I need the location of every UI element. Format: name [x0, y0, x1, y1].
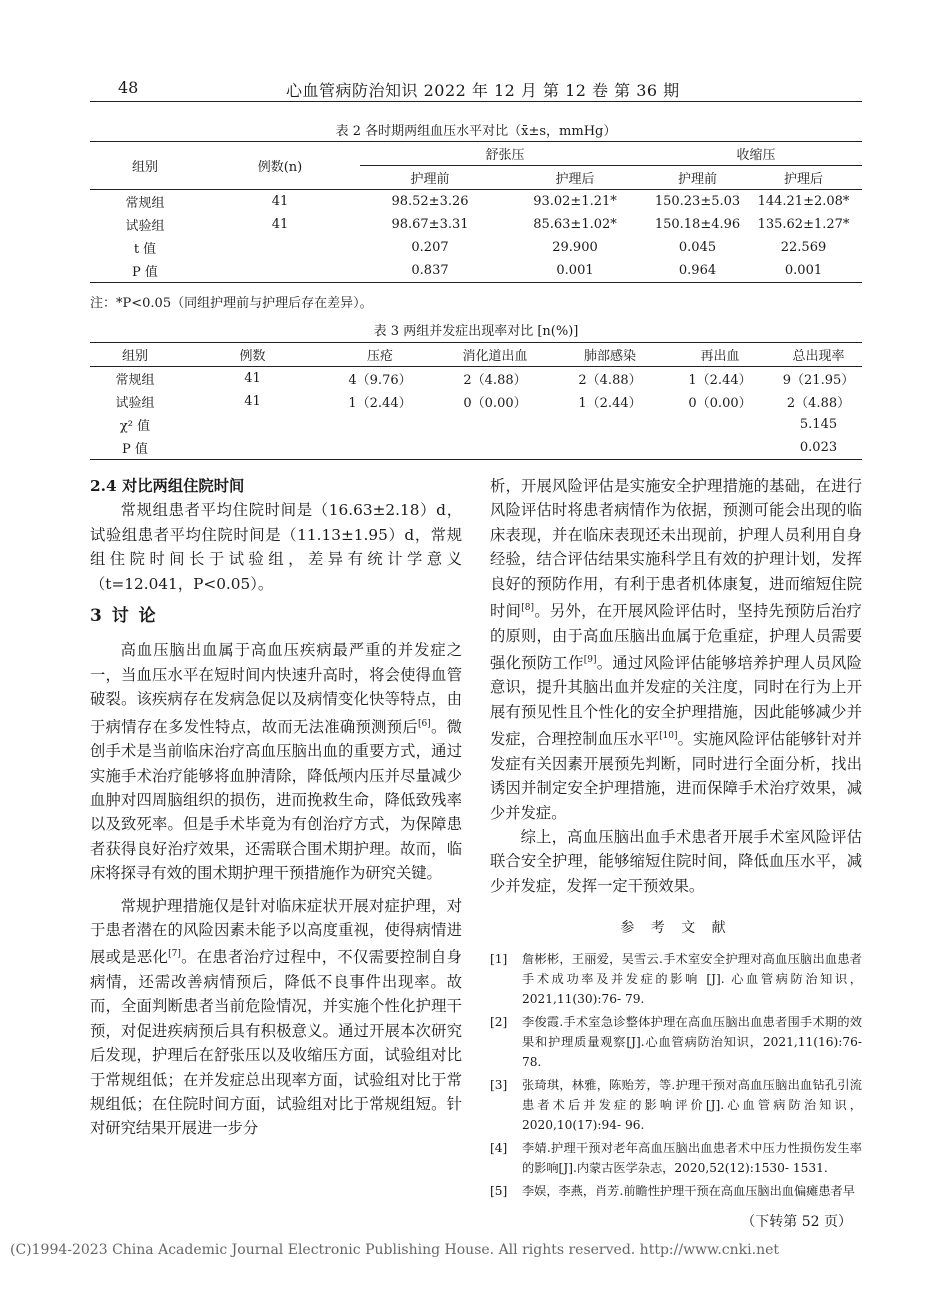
- table-cell: 试验组: [115, 396, 155, 411]
- table-cell: 41: [244, 394, 261, 409]
- table-cell: 22.569: [780, 240, 827, 255]
- table-cell: 0.045: [678, 240, 717, 255]
- reference-text: 李娱，李燕，肖芳.前瞻性护理干预在高血压脑出血偏瘫患者早: [522, 1183, 855, 1198]
- table-cell: 150.23±5.03: [654, 194, 741, 209]
- table-cell: 1（2.44）: [578, 396, 642, 411]
- right-column: [490, 474, 862, 1204]
- reference-item: [490, 1012, 862, 1072]
- table-row: [90, 413, 862, 436]
- table-cell: 9（21.95）: [782, 373, 855, 388]
- table-cell: 常规组: [115, 373, 155, 388]
- table2-header-before: 护理前: [410, 172, 450, 187]
- table-cell: [325, 436, 435, 460]
- table-row: [90, 390, 862, 413]
- table3-caption: 表 3 两组并发症出现率对比 [n(%)]: [373, 324, 579, 339]
- table-cell: 98.52±3.26: [391, 194, 469, 209]
- table-cell: [200, 236, 360, 259]
- table-cell: 0.001: [784, 263, 823, 278]
- table2-header-systolic: 收缩压: [650, 142, 862, 166]
- table-cell: 2（4.88）: [578, 373, 642, 388]
- references-title: 参 考 文 献: [620, 920, 732, 937]
- table-cell: 41: [271, 194, 289, 209]
- table2-header-after: 护理后: [555, 172, 595, 187]
- paragraph: [490, 474, 862, 825]
- table-cell: P 值: [122, 442, 148, 457]
- reference-text: 李婧.护理干预对老年高血压脑出血患者术中压力性损伤发生率的影响[J].内蒙古医学杂志，2020,52(12):1530- 1531.: [522, 1140, 862, 1175]
- table3-header: 组别: [121, 349, 148, 364]
- table-cell: 0（0.00）: [463, 396, 527, 411]
- copyright-footer: (C)1994-2023 China Academic Journal Electronic Publishing House. All rights reserved. http://www.cnki.net: [10, 1242, 780, 1258]
- table-row: [90, 436, 862, 460]
- table-cell: 150.18±4.96: [654, 217, 741, 232]
- table-cell: 41: [271, 217, 289, 232]
- table2-header-after: 护理后: [783, 172, 823, 187]
- table-cell: 2（4.88）: [786, 396, 851, 411]
- table2-header-group: 组别: [131, 160, 158, 175]
- table-cell: [435, 436, 555, 460]
- table3-header: 再出血: [700, 349, 740, 364]
- table3-header: 压疮: [366, 349, 393, 364]
- table-cell: [200, 259, 360, 283]
- paragraph: 综上，高血压脑出血手术患者开展手术室风险评估联合安全护理，能够缩短住院时间，降低血压水平，减少并发症，发挥一定干预效果。: [490, 827, 862, 895]
- table-row: [90, 343, 862, 367]
- paragraph: 常规组患者平均住院时间是（16.63±2.18）d，试验组患者平均住院时间是（11.13±1.95）d，常规组住院时间长于试验组，差异有统计学意义（t=12.041，P<0.05）。: [90, 501, 462, 593]
- table-cell: 135.62±1.27*: [757, 217, 850, 232]
- table-cell: P 值: [132, 265, 158, 280]
- table-cell: [665, 436, 775, 460]
- paragraph-text: 。微创手术是当前临床治疗高血压脑出血的重要方式，通过实施手术治疗能够将血肿清除，降低颅内压并尽量减少血肿对四周脑组织的损伤，进而挽救生命，降低致残率以及致死率。但是手术毕竟为有创治疗方式，为保障患者获得良好治疗效果，还需联合围术期护理。故而，临床将探寻有效的围术期护理干预措施作为研究关键。: [90, 717, 462, 883]
- citation-ref: [8]: [521, 603, 534, 614]
- table-cell: 29.900: [552, 240, 598, 255]
- table-cell: t 值: [133, 242, 157, 257]
- left-column: [90, 474, 462, 1141]
- table-cell: 4（9.76）: [348, 373, 412, 388]
- table-cell: 0.023: [799, 440, 838, 455]
- table-cell: [180, 413, 325, 436]
- table-row: [90, 142, 862, 166]
- table-cell: 0.001: [556, 263, 594, 278]
- reference-item: [490, 1181, 862, 1201]
- table-cell: 5.145: [799, 417, 838, 432]
- table2-caption: 表 2 各时期两组血压水平对比（x̄±s，mmHg）: [335, 124, 617, 139]
- reference-item: [490, 949, 862, 1009]
- table-row: [90, 367, 862, 391]
- table-cell: χ² 值: [119, 419, 151, 434]
- table-cell: 0.964: [678, 263, 717, 278]
- table2-header-diastolic: 舒张压: [360, 142, 650, 166]
- table-cell: 常规组: [125, 196, 165, 211]
- citation-ref: [9]: [583, 654, 597, 665]
- table2: [90, 142, 862, 283]
- journal-header: 心血管病防治知识 2022 年 12 月 第 12 卷 第 36 期: [286, 81, 680, 100]
- page-number: 48: [118, 78, 139, 97]
- table3-header: 总出现率: [792, 349, 845, 364]
- table-row: [90, 236, 862, 259]
- table-cell: [555, 413, 665, 436]
- reference-number: [5]: [490, 1183, 508, 1198]
- table3-header: 消化道出血: [462, 349, 528, 364]
- table-cell: [325, 413, 435, 436]
- table-row: [90, 190, 862, 214]
- table-cell: [555, 436, 665, 460]
- table-cell: 0.207: [411, 240, 449, 255]
- paragraph-text: 。在患者治疗过程中，不仅需要控制自身病情，还需改善病情预后，降低不良事件出现率。故而，全面判断患者当前危险情况，并实施个性化护理干预，对促进疾病预后具有积极意义。通过开展本次研究后发现，护理后在舒张压以及收缩压方面，试验组对比于常规组低；在并发症总出现率方面，试验组对比于常规组低；在住院时间方面，试验组对比于常规组短。针对研究结果开展进一步分: [90, 948, 462, 1138]
- reference-item: [490, 1138, 862, 1178]
- table-cell: 0.837: [411, 263, 449, 278]
- table-row: [90, 213, 862, 236]
- table-cell: [180, 436, 325, 460]
- table-cell: 1（2.44）: [688, 373, 752, 388]
- table-cell: 93.02±1.21*: [533, 194, 617, 209]
- table-cell: 试验组: [125, 219, 165, 234]
- table-row: [90, 259, 862, 283]
- header-rule: [90, 101, 862, 102]
- table-cell: [665, 413, 775, 436]
- reference-number: [2]: [490, 1014, 508, 1029]
- citation-ref: [7]: [168, 949, 181, 960]
- reference-text: 张琦琪，林雅，陈贻芳，等.护理干预对高血压脑出血钻孔引流患者术后并发症的影响评价[J].心血管病防治知识，2020,10(17):94- 96.: [522, 1077, 862, 1132]
- reference-text: 詹彬彬，王丽爱，吴雪云.手术室安全护理对高血压脑出血患者手术成功率及并发症的影响 [J]. 心血管病防治知识，2021,11(30):76- 79.: [522, 951, 862, 1006]
- paragraph-text: 。另外，在开展风险评估时，坚持先预防后治疗的原则，由于高血压脑出血属于危重症，护理人员需要强化预防工作: [490, 602, 862, 673]
- table-cell: 41: [244, 371, 261, 386]
- citation-ref: [10]: [659, 731, 678, 742]
- paragraph: [90, 638, 462, 885]
- table-cell: 98.67±3.31: [391, 217, 469, 232]
- paragraph-text: 常规护理措施仅是针对临床症状开展对症护理，对于患者潜在的风险因素未能予以高度重视，使得病情进展或是恶化: [90, 896, 462, 967]
- table-cell: 0（0.00）: [688, 396, 752, 411]
- table2-note: 注：*P<0.05（同组护理前与护理后存在差异）。: [90, 296, 373, 311]
- reference-number: [1]: [490, 951, 508, 966]
- table-cell: 1（2.44）: [348, 396, 412, 411]
- table3-header: 例数: [239, 349, 266, 364]
- table-cell: 144.21±2.08*: [757, 194, 850, 209]
- paragraph-text: 。实施风险评估能够针对并发症有关因素开展预先判断，同时进行全面分析，找出诱因并制定安全护理措施，进而保障手术治疗效果，减少并发症。: [490, 730, 862, 822]
- citation-ref: [6]: [417, 718, 431, 729]
- paragraph-text: 。通过风险评估能够培养护理人员风险意识，提升其脑出血并发症的关注度，同时在行为上开展有预见性且个性化的安全护理措施，因此能够减少并发症，合理控制血压水平: [490, 654, 862, 749]
- paragraph-text: 析，开展风险评估是实施安全护理措施的基础，在进行风险评估时将患者病情作为依据，预测可能会出现的临床表现，并在临床表现还未出现前，护理人员利用自身经验，结合评估结果实施科学且有效的护理计划，发挥良好的预防作用，有利于患者机体康复，进而缩短住院时间: [490, 477, 862, 621]
- section-heading-2-4: 2.4 对比两组住院时间: [90, 477, 245, 495]
- reference-text: 李俊霞.手术室急诊整体护理在高血压脑出血患者围手术期的效果和护理质量观察[J].心血管病防治知识，2021,11(16):76- 78.: [522, 1014, 862, 1069]
- section-heading-3: 3 讨 论: [90, 606, 158, 627]
- table3: [90, 342, 862, 460]
- reference-number: [3]: [490, 1077, 508, 1092]
- paragraph: [90, 894, 462, 1141]
- table2-header-before: 护理前: [677, 172, 717, 187]
- reference-item: [490, 1075, 862, 1135]
- continued-note: （下转第 52 页）: [741, 1214, 852, 1230]
- table-cell: [435, 413, 555, 436]
- reference-number: [4]: [490, 1140, 508, 1155]
- table2-header-cases: 例数(n): [257, 160, 303, 175]
- table3-header: 肺部感染: [583, 349, 636, 364]
- table-cell: 2（4.88）: [463, 373, 527, 388]
- table-cell: 85.63±1.02*: [533, 217, 617, 232]
- paragraph-text: 高血压脑出血属于高血压疾病最严重的并发症之一，当血压水平在短时间内快速升高时，将会使得血管破裂。该疾病存在发病急促以及病情变化快等特点，由于病情存在多发性特点，故而无法准确预测预后: [90, 641, 462, 736]
